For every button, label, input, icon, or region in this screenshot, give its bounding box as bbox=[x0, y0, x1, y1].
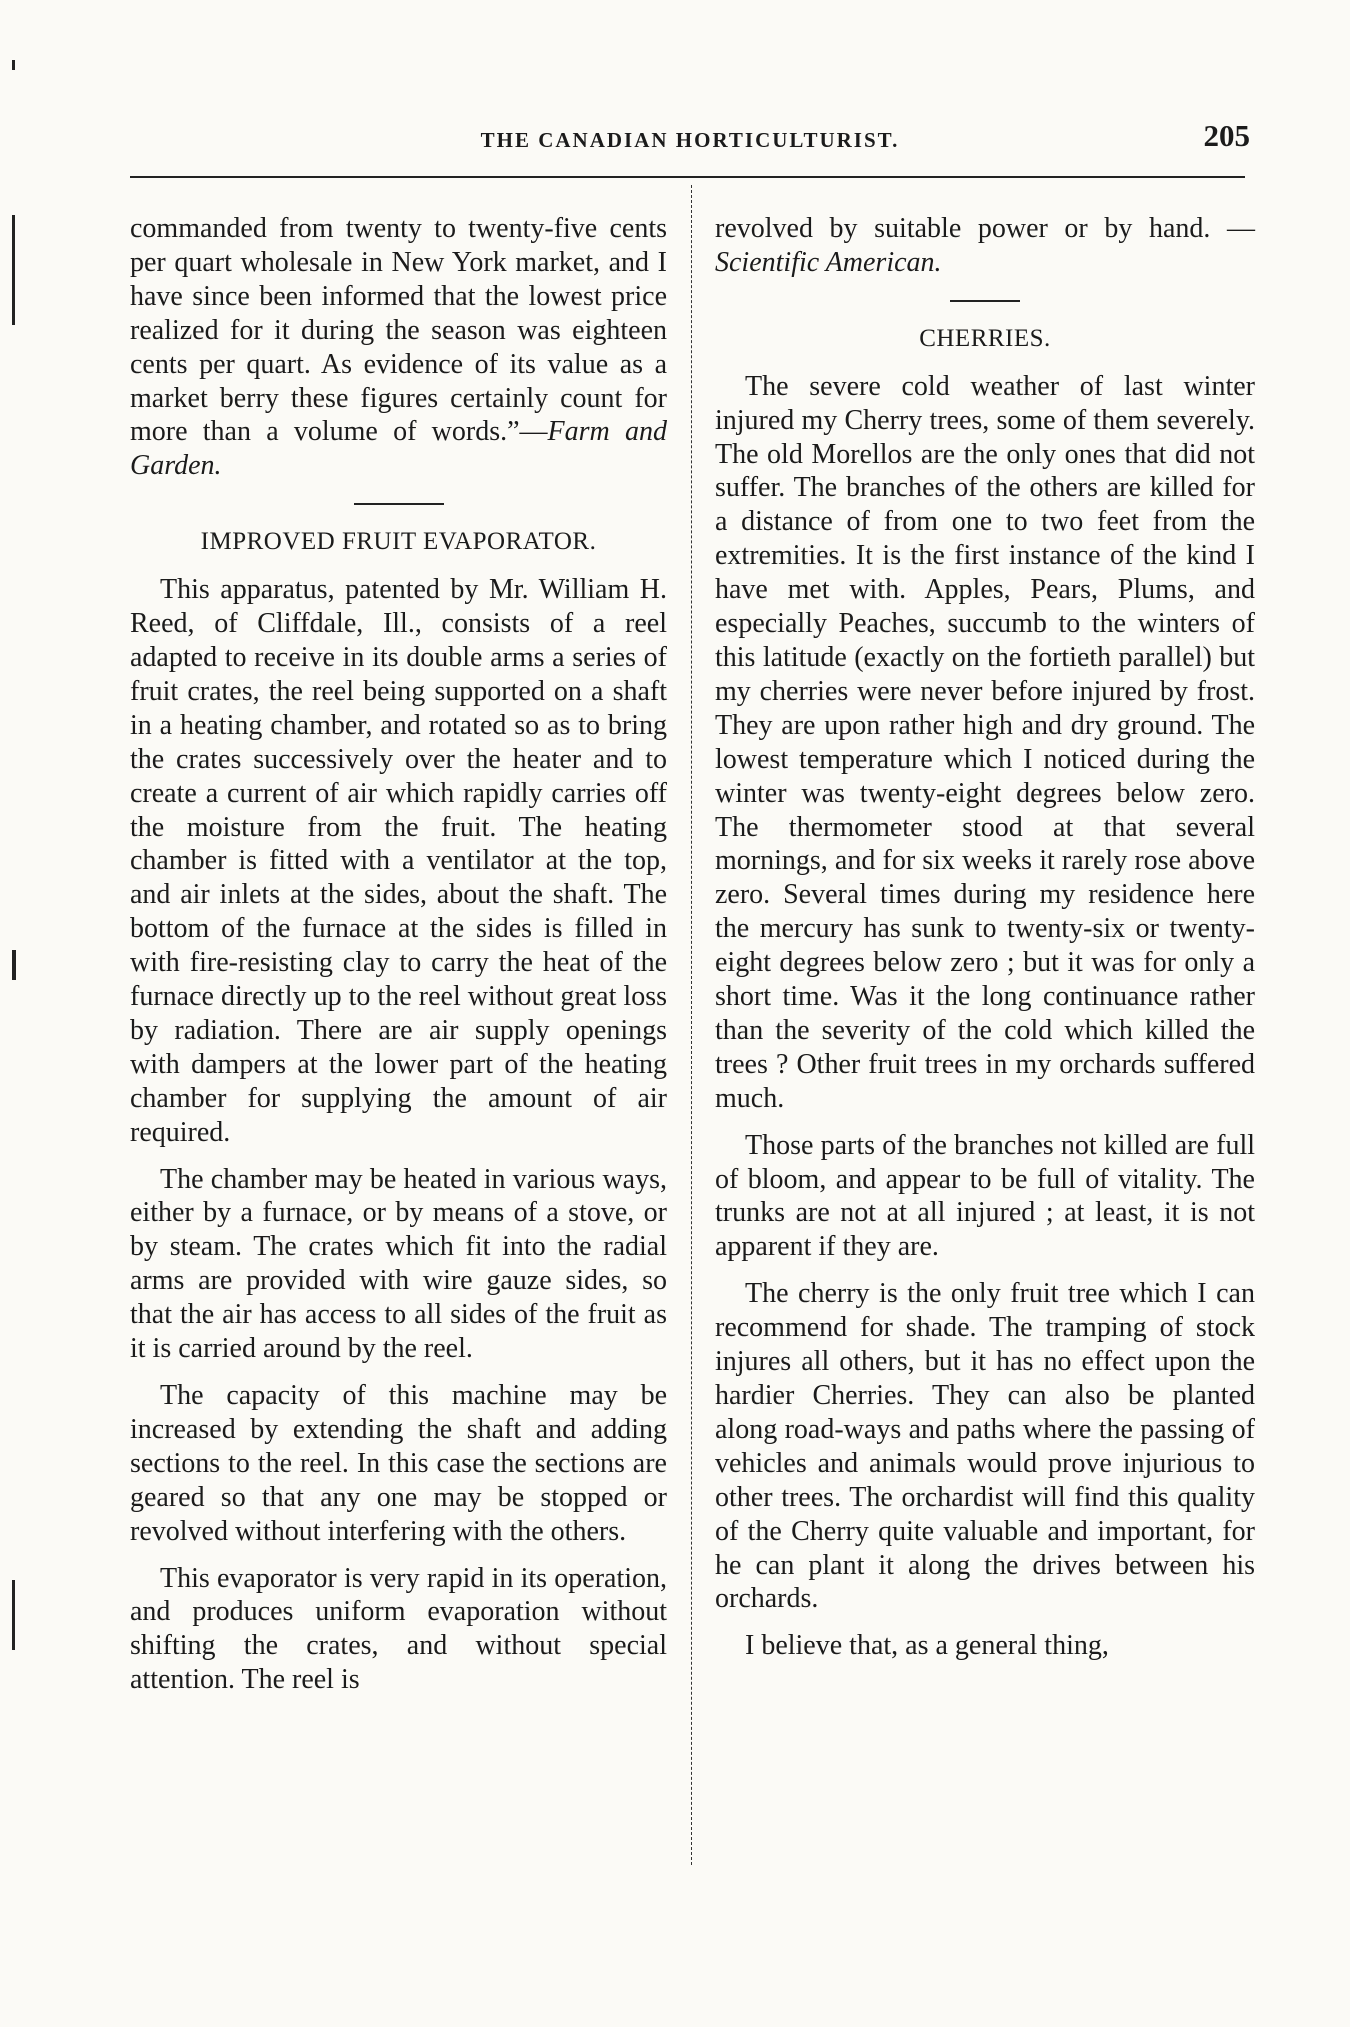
body-paragraph: The cherry is the only fruit tree which I can recommend for shade. The tramping of stock injures all others, but it has no effect upon the hardier Cherries. They can also be planted along road-ways and paths where the passing of vehicles and animals would prove injurious to other trees. The orchardist will find this quality of the Cherry quite valuable and important, for he can plant it along the drives between his orchards. bbox=[715, 1278, 1255, 1615]
source-citation: Farm and Garden. bbox=[130, 416, 667, 482]
source-citation: Scientific American. bbox=[715, 246, 942, 278]
body-paragraph: Those parts of the branches not killed are full of bloom, and appear to be full of vitality. The trunks are not at all injured ; at least, it is not apparent if they are. bbox=[715, 1129, 1255, 1263]
section-rule bbox=[354, 503, 444, 505]
body-paragraph: I believe that, as a general thing, bbox=[745, 1630, 1109, 1662]
header-rule bbox=[130, 176, 1245, 178]
body-paragraph: The capacity of this machine may be increased by extending the shaft and adding sections to the reel. In this case the sections are geared so that any one may be stopped or revolved without interfering with the others. bbox=[130, 1380, 667, 1547]
right-column bbox=[715, 212, 1255, 1676]
paragraph-text: commanded from twenty to twenty-five cents per quart wholesale in New York market, and I have since been informed that the lowest price realized for it during the season was eighteen cents per quart. As evidence of its value as a market berry these figures certainly count for more than a volume of words.”— bbox=[130, 213, 667, 448]
page-header bbox=[130, 118, 1250, 168]
body-paragraph: The chamber may be heated in various ways, either by a furnace, or by means of a stove, or by steam. The crates which fit into the radial arms are provided with wire gauze sides, so that the air has access to all sides of the fruit as it is carried around by the reel. bbox=[130, 1163, 667, 1365]
body-paragraph: The severe cold weather of last winter injured my Cherry trees, some of them severely. The old Morellos are the only ones that did not suffer. The branches of the others are killed for a distance of from one to two feet from the extremities. It is the first instance of the kind I have met with. Apples, Pears, Plums, and especially Peaches, succumb to the winters of this latitude (exactly on the fortieth parallel) but my cherries were never before injured by frost. They are upon rather high and dry ground. The lowest temperature which I noticed during the winter was twenty-eight degrees below zero. The thermometer stood at that several mornings, and for six weeks it rarely rose above zero. Several times during my residence here the mercury has sunk to twenty-six or twenty-eight degrees below zero ; but it was for only a short time. Was it the long continuance rather than the severity of the cold which killed the trees ? Other fruit trees in my orchards suffered much. bbox=[715, 370, 1255, 1114]
scan-edge-mark bbox=[12, 215, 15, 325]
paragraph-text: revolved by suitable power or by hand. — bbox=[715, 213, 1255, 244]
article-end-paragraph bbox=[715, 212, 1255, 280]
article-end-paragraph bbox=[130, 212, 667, 483]
scan-edge-mark bbox=[12, 950, 16, 980]
running-title: THE CANADIAN HORTICULTURIST. bbox=[480, 128, 900, 152]
body-paragraph: This apparatus, patented by Mr. William H. Reed, of Cliffdale, Ill., consists of a reel adapted to receive in its double arms a series of fruit crates, the reel being supported on a shaft in a heating chamber, and rotated so as to bring the crates successively over the heater and to create a current of air which rapidly carries off the moisture from the fruit. The heating chamber is fitted with a ventilator at the top, and air inlets at the sides, about the shaft. The bottom of the furnace at the sides is filled in with fire-resisting clay to carry the heat of the furnace directly up to the reel without great loss by radiation. There are air supply openings with dampers at the lower part of the heating chamber for supplying the amount of air required. bbox=[130, 574, 667, 1148]
page-number: 205 bbox=[1203, 118, 1250, 153]
left-column bbox=[130, 212, 667, 1710]
scan-edge-mark bbox=[12, 60, 15, 70]
body-paragraph: This evaporator is very rapid in its operation, and produces uniform evaporation without shifting the crates, and without special attention. The reel is bbox=[130, 1562, 667, 1696]
article-heading: IMPROVED FRUIT EVAPORATOR. bbox=[200, 528, 597, 556]
column-divider bbox=[691, 185, 692, 1865]
article-heading: CHERRIES. bbox=[919, 324, 1051, 352]
scan-edge-mark bbox=[12, 1580, 15, 1650]
section-rule bbox=[950, 300, 1020, 302]
